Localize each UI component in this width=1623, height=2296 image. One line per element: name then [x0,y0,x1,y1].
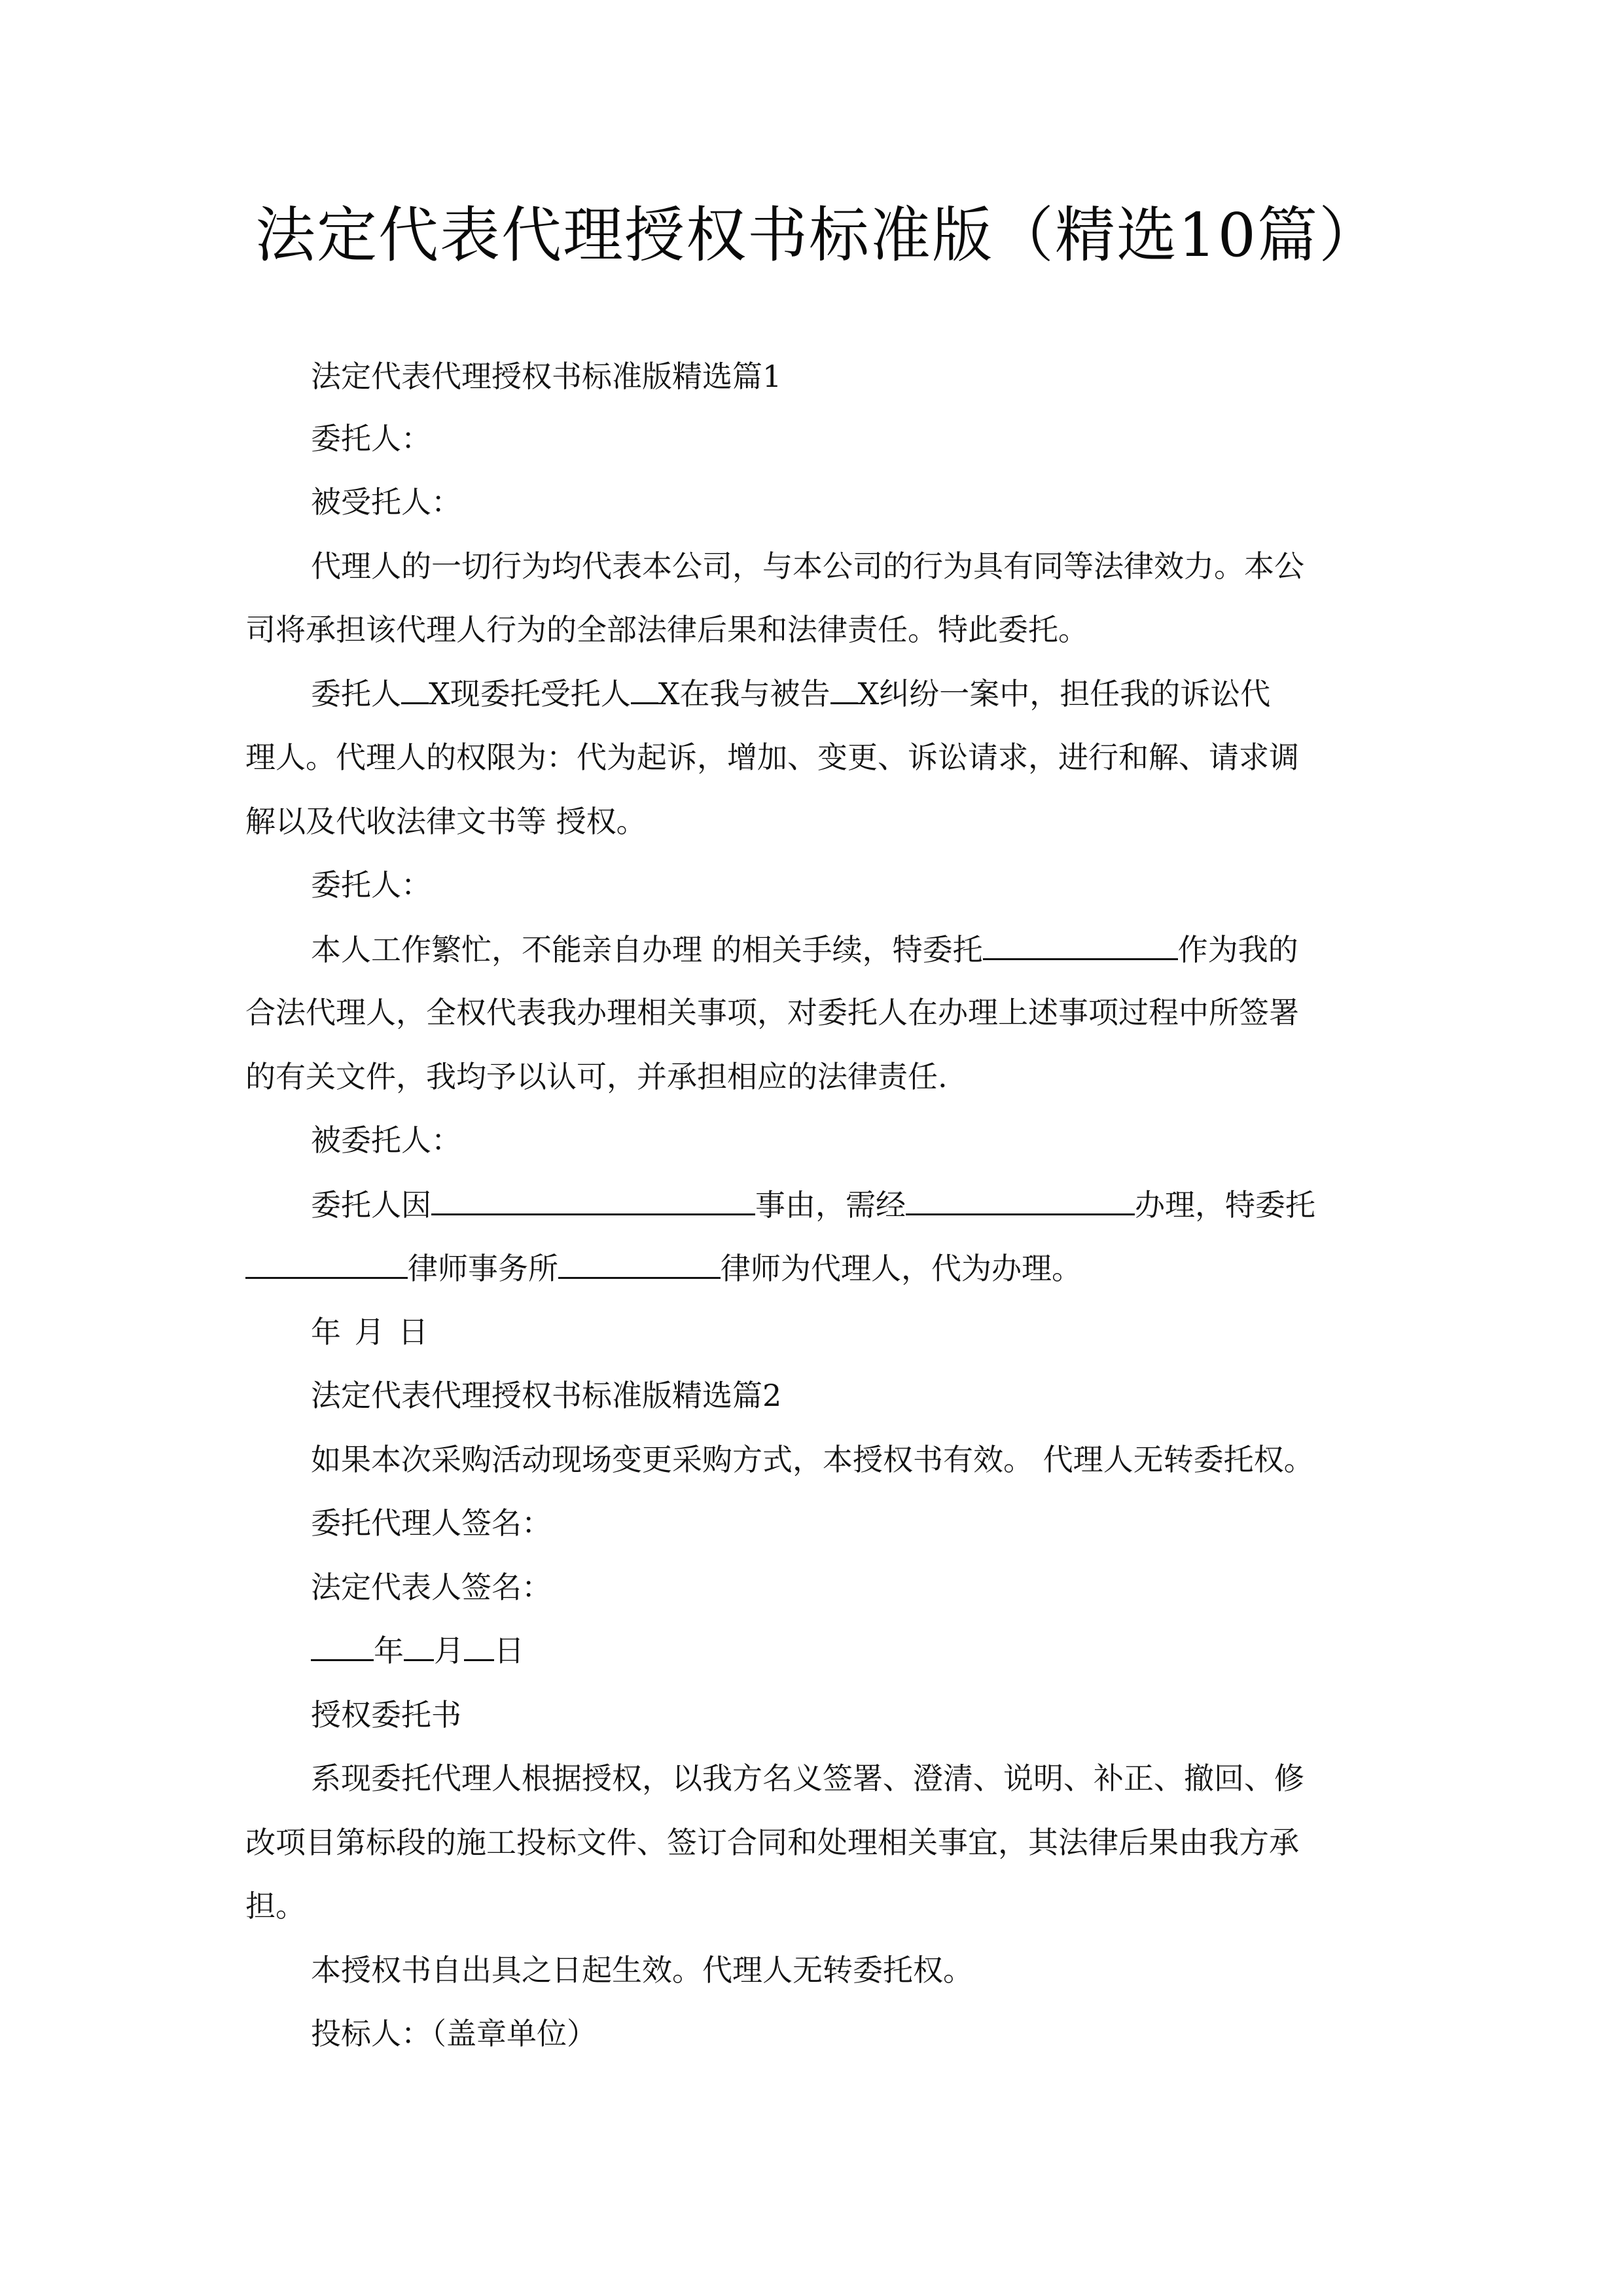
document-title: 法定代表代理授权书标准版（精选10篇） [255,200,1381,270]
blank-underline [311,1633,374,1661]
placeholder-x: X [429,676,450,711]
paragraph-line [245,1248,1384,1288]
blank-underline [464,1633,494,1661]
text-fragment: 作为我的 [1177,932,1298,967]
paragraph-line: 合法代理人，全权代表我办理相关事项，对委托人在办理上述事项过程中所签署 [245,995,1299,1030]
text-fragment: 律师事务所 [408,1251,558,1286]
paragraph-line [311,674,1450,713]
agent-signature-label: 委托代理人签名： [311,1505,552,1541]
paragraph-line [311,1185,1450,1225]
legal-rep-signature-label: 法定代表人签名： [311,1570,552,1605]
section-heading-2: 法定代表代理授权书标准版精选篇2 [311,1378,782,1413]
placeholder-x: X [857,676,880,711]
blank-underline [431,1185,755,1215]
paragraph-line: 代理人的一切行为均代表本公司，与本公司的行为具有同等法律效力。本公 [311,548,1304,584]
text-fragment: 办理，特委托 [1135,1187,1315,1223]
bidder-label: 投标人：（盖章单位） [311,2016,597,2051]
paragraph-line: 如果本次采购活动现场变更采购方式，本授权书有效。 代理人无转委托权。 [311,1442,1314,1477]
text-fragment: 纠纷一案中，担任我的诉讼代 [879,676,1271,711]
text-fragment: 委托人 [311,676,401,711]
date-year: 年 [374,1633,404,1668]
blank-underline [906,1185,1135,1215]
trustee-label: 被委托人： [311,1122,461,1158]
blank-underline [830,676,858,704]
blank-underline [404,1633,434,1661]
paragraph-line: 担。 [245,1888,306,1924]
text-fragment: 现委托受托人 [450,676,631,711]
blank-underline [631,676,658,704]
blank-underline [983,929,1178,960]
principal-label: 委托人： [311,421,431,456]
placeholder-x: X [658,676,680,711]
text-fragment: 事由，需经 [755,1187,906,1223]
paragraph-line [311,929,1450,969]
paragraph-line: 改项目第标段的施工投标文件、签订合同和处理相关事宜，其法律后果由我方承 [245,1825,1299,1860]
date-month: 月 [434,1633,464,1668]
date-line: 年 月 日 [311,1314,429,1350]
date-line [311,1631,1450,1670]
principal-label: 委托人： [311,867,431,903]
trustee-label: 被受托人： [311,484,461,520]
blank-underline [558,1248,721,1279]
paragraph-line: 系现委托代理人根据授权，以我方名义签署、澄清、说明、补正、撤回、修 [311,1761,1304,1796]
text-fragment: 委托人因 [311,1187,431,1223]
paragraph-line: 本授权书自出具之日起生效。代理人无转委托权。 [311,1952,973,1988]
blank-underline [245,1248,408,1279]
text-fragment: 本人工作繁忙，不能亲自办理 的相关手续，特委托 [311,932,983,967]
paragraph-line: 的有关文件，我均予以认可，并承担相应的法律责任. [245,1059,948,1094]
section-heading-1: 法定代表代理授权书标准版精选篇1 [311,359,782,394]
paragraph-line: 司将承担该代理人行为的全部法律后果和法律责任。特此委托。 [245,612,1088,647]
date-day: 日 [494,1633,524,1668]
blank-underline [401,676,429,704]
paragraph-line: 理人。代理人的权限为：代为起诉，增加、变更、诉讼请求，进行和解、请求调 [245,740,1299,775]
text-fragment: 在我与被告 [679,676,830,711]
paragraph-line: 解以及代收法律文书等 授权。 [245,804,647,839]
text-fragment: 律师为代理人，代为办理。 [721,1251,1082,1286]
sub-title: 授权委托书 [311,1697,461,1732]
